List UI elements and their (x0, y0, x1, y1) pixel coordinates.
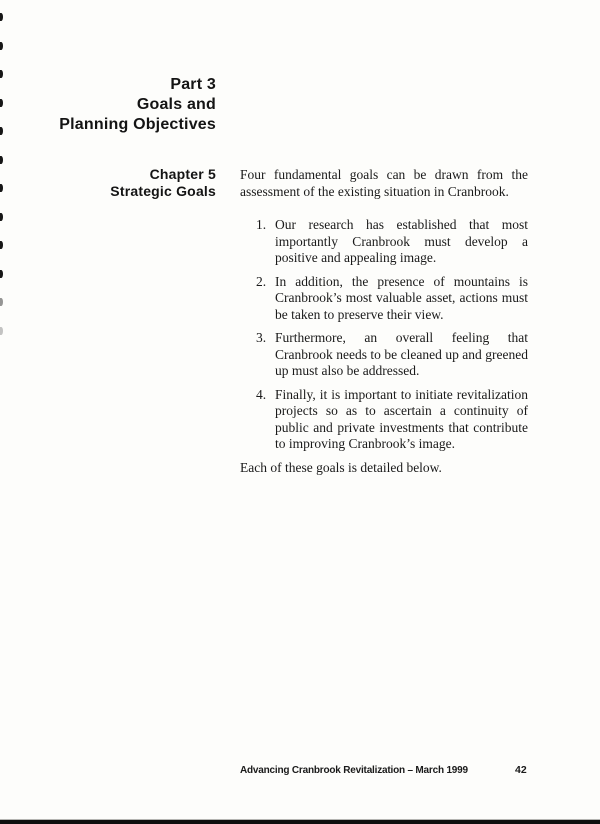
body-column (240, 167, 528, 476)
binding-hole-mark (0, 270, 3, 278)
goal-item-1 (240, 217, 528, 267)
goal-text: Finally, it is important to initiate revitalization projects so as to ascertain a continuity of public and private investments that contribute to improving Cranbrook’s image. (275, 386, 528, 451)
part-heading-line-3: Planning Objectives (59, 116, 216, 133)
footer-title: Advancing Cranbrook Revitalization – March 1999 (240, 765, 468, 776)
closing-paragraph: Each of these goals is detailed below. (240, 459, 442, 475)
part-heading (20, 75, 216, 135)
binding-hole-mark (0, 327, 3, 335)
part-heading-line-2: Goals and (136, 96, 216, 113)
goal-text: In addition, the presence of mountains is Cranbrook’s most valuable asset, actions must be taken to preserve their view. (275, 273, 528, 322)
binding-hole-mark (0, 298, 3, 306)
binding-hole-mark (0, 127, 3, 135)
binding-hole-mark (0, 213, 3, 221)
goal-number: 2. (256, 273, 267, 289)
binding-hole-mark (0, 42, 3, 50)
goals-list (240, 217, 528, 453)
binding-marks (0, 0, 8, 824)
goal-item-4 (240, 387, 528, 453)
chapter-heading-line-2: Strategic Goals (110, 183, 216, 199)
part-heading-line-1: Part 3 (170, 76, 216, 93)
footer-page-number: 42 (515, 764, 527, 776)
binding-hole-mark (0, 156, 3, 164)
goal-item-3 (240, 330, 528, 380)
chapter-heading-line-1: Chapter 5 (149, 166, 216, 182)
scan-edge-bar (0, 820, 600, 824)
goal-text: Our research has established that most importantly Cranbrook must develop a positive and appealing image. (275, 217, 528, 265)
intro-paragraph: Four fundamental goals can be drawn from the assessment of the existing situation in Cranbrook. (240, 167, 528, 199)
binding-hole-mark (0, 241, 3, 249)
goal-number: 4. (256, 386, 267, 402)
goal-number: 3. (256, 330, 267, 345)
binding-hole-mark (0, 99, 3, 107)
goal-text: Furthermore, an overall feeling that Cranbrook needs to be cleaned up and greened up must also be addressed. (275, 330, 528, 378)
binding-hole-mark (0, 70, 3, 78)
chapter-heading (20, 166, 216, 200)
goal-item-2 (240, 274, 528, 324)
binding-hole-mark (0, 184, 3, 192)
binding-hole-mark (0, 13, 3, 21)
goal-number: 1. (256, 217, 267, 232)
